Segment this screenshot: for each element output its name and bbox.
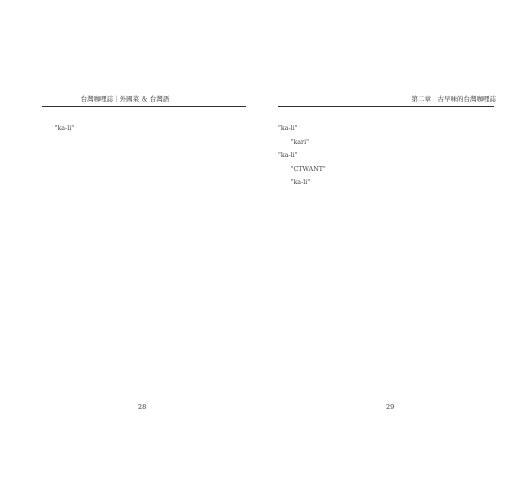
left-running-header: 台灣咖哩誌｜外國菜 ＆ 台灣語: [80, 95, 170, 103]
right-paragraph-1: "ka-li": [278, 125, 298, 132]
left-header-rule: [42, 106, 246, 107]
right-paragraph-3: "ka-li": [278, 152, 298, 160]
left-paragraph-3: "ka-li": [54, 125, 75, 132]
left-page-number: 28: [138, 403, 147, 411]
right-page-number: 29: [386, 403, 395, 411]
right-body-text: [278, 122, 494, 190]
right-paragraph-4: "CTWANT": [290, 165, 326, 173]
left-body-text: [42, 122, 246, 136]
right-paragraph-5: "ka-li": [290, 179, 311, 187]
right-paragraph-2: "kari": [290, 138, 309, 146]
right-header-rule: [278, 106, 494, 107]
right-page: [260, 0, 520, 500]
right-running-header: 第二章 古早味的台灣咖哩誌: [411, 95, 496, 103]
